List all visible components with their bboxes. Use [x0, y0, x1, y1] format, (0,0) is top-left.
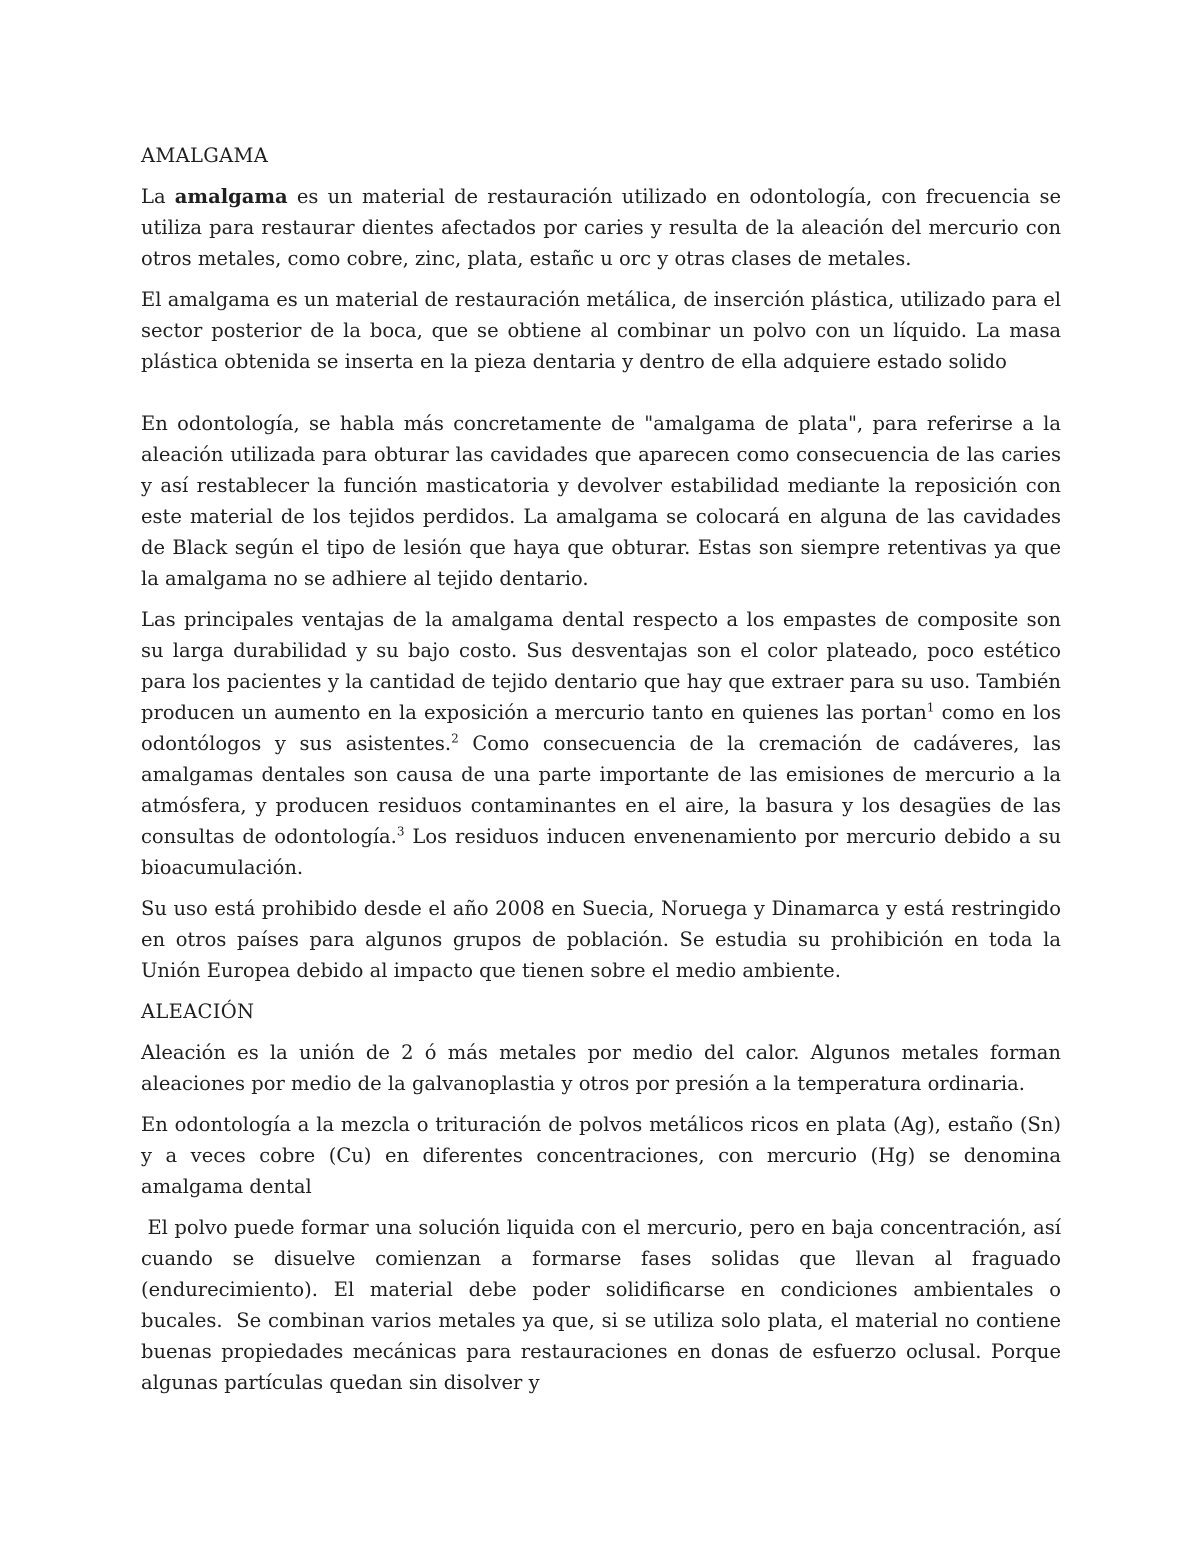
footnote-ref: 3 [396, 824, 405, 839]
paragraph-prohibition: Su uso está prohibido desde el año 2008 en Suecia, Noruega y Dinamarca y está restringido en otros países para algunos grupos de población. Se estudia su prohibición en toda la Unión Europea debido al impacto que tienen sobre el medio ambiente. [141, 897, 1061, 982]
footnote-ref: 1 [926, 700, 935, 715]
section-heading-amalgama: AMALGAMA [141, 144, 269, 167]
text-run: Las principales ventajas de la amalgama dental respecto a los empastes de composite son su larga durabilidad y su bajo costo. Sus desventajas son el color plateado, poco estético para los pacientes y la cantidad de tejido dentario que hay que extraer para su uso. También producen un aumento en la exposición a mercurio tanto en quienes las portan [141, 608, 1061, 724]
text-run: como en los odontólogos y sus asistentes. [141, 701, 1061, 755]
document-page [141, 140, 1068, 1408]
paragraph-silver-amalgam: En odontología, se habla más concretamente de "amalgama de plata", para referirse a la aleación utilizada para obturar las cavidades que aparecen como consecuencia de las caries y así restablecer la función masticatoria y devolver estabilidad mediante la reposición con este material de los tejidos perdidos. La amalgama se colocará en alguna de las cavidades de Black según el tipo de lesión que haya que obturar. Estas son siempre retentivas ya que la amalgama no se adhiere al tejido dentario. [141, 412, 1061, 590]
paragraph-restoration: El amalgama es un material de restauración metálica, de inserción plástica, utilizado para el sector posterior de la boca, que se obtiene al combinar un polvo con un líquido. La masa plástica obtenida se inserta en la pieza dentaria y dentro de ella adquiere estado solido [141, 288, 1061, 373]
text-run: es un material de restauración utilizado en odontología, con frecuencia se utiliza para restaurar dientes afectados por caries y resulta de la aleación del mercurio con otros metales, como cobre, zinc, plata, estañc u orc y otras clases de metales. [141, 185, 1061, 270]
text-run: La [141, 185, 175, 208]
footnote-ref: 2 [451, 731, 459, 746]
section-heading-aleacion: ALEACIÓN [141, 1000, 255, 1023]
text-run: Los residuos inducen envenenamiento por mercurio debido a su bioacumulación. [141, 825, 1062, 879]
paragraph-powder: El polvo puede formar una solución liquida con el mercurio, pero en baja concentración, así cuando se disuelve comienzan a formarse fases solidas que llevan al fraguado (endurecimiento). El material debe poder solidificarse en condiciones ambientales o bucales. Se combinan varios metales ya que, si se utiliza solo plata, el material no contiene buenas propiedades mecánicas para restauraciones en donas de esfuerzo oclusal. Porque algunas partículas quedan sin disolver y [141, 1216, 1068, 1394]
bold-term: amalgama [174, 185, 288, 208]
paragraph-alloy-definition: Aleación es la unión de 2 ó más metales por medio del calor. Algunos metales forman aleaciones por medio de la galvanoplastia y otros por presión a la temperatura ordinaria. [141, 1041, 1061, 1095]
paragraph-dental-alloy: En odontología a la mezcla o trituración de polvos metálicos ricos en plata (Ag), estaño (Sn) y a veces cobre (Cu) en diferentes concentraciones, con mercurio (Hg) se denomina amalgama dental [141, 1113, 1061, 1198]
paragraph-definition [141, 181, 1061, 274]
paragraph-advantages [141, 604, 1061, 883]
text-run: Como consecuencia de la cremación de cadáveres, las amalgamas dentales son causa de una parte importante de las emisiones de mercurio a la atmósfera, y producen residuos contaminantes en el aire, la basura y los desagües de las consultas de odontología. [141, 732, 1061, 848]
